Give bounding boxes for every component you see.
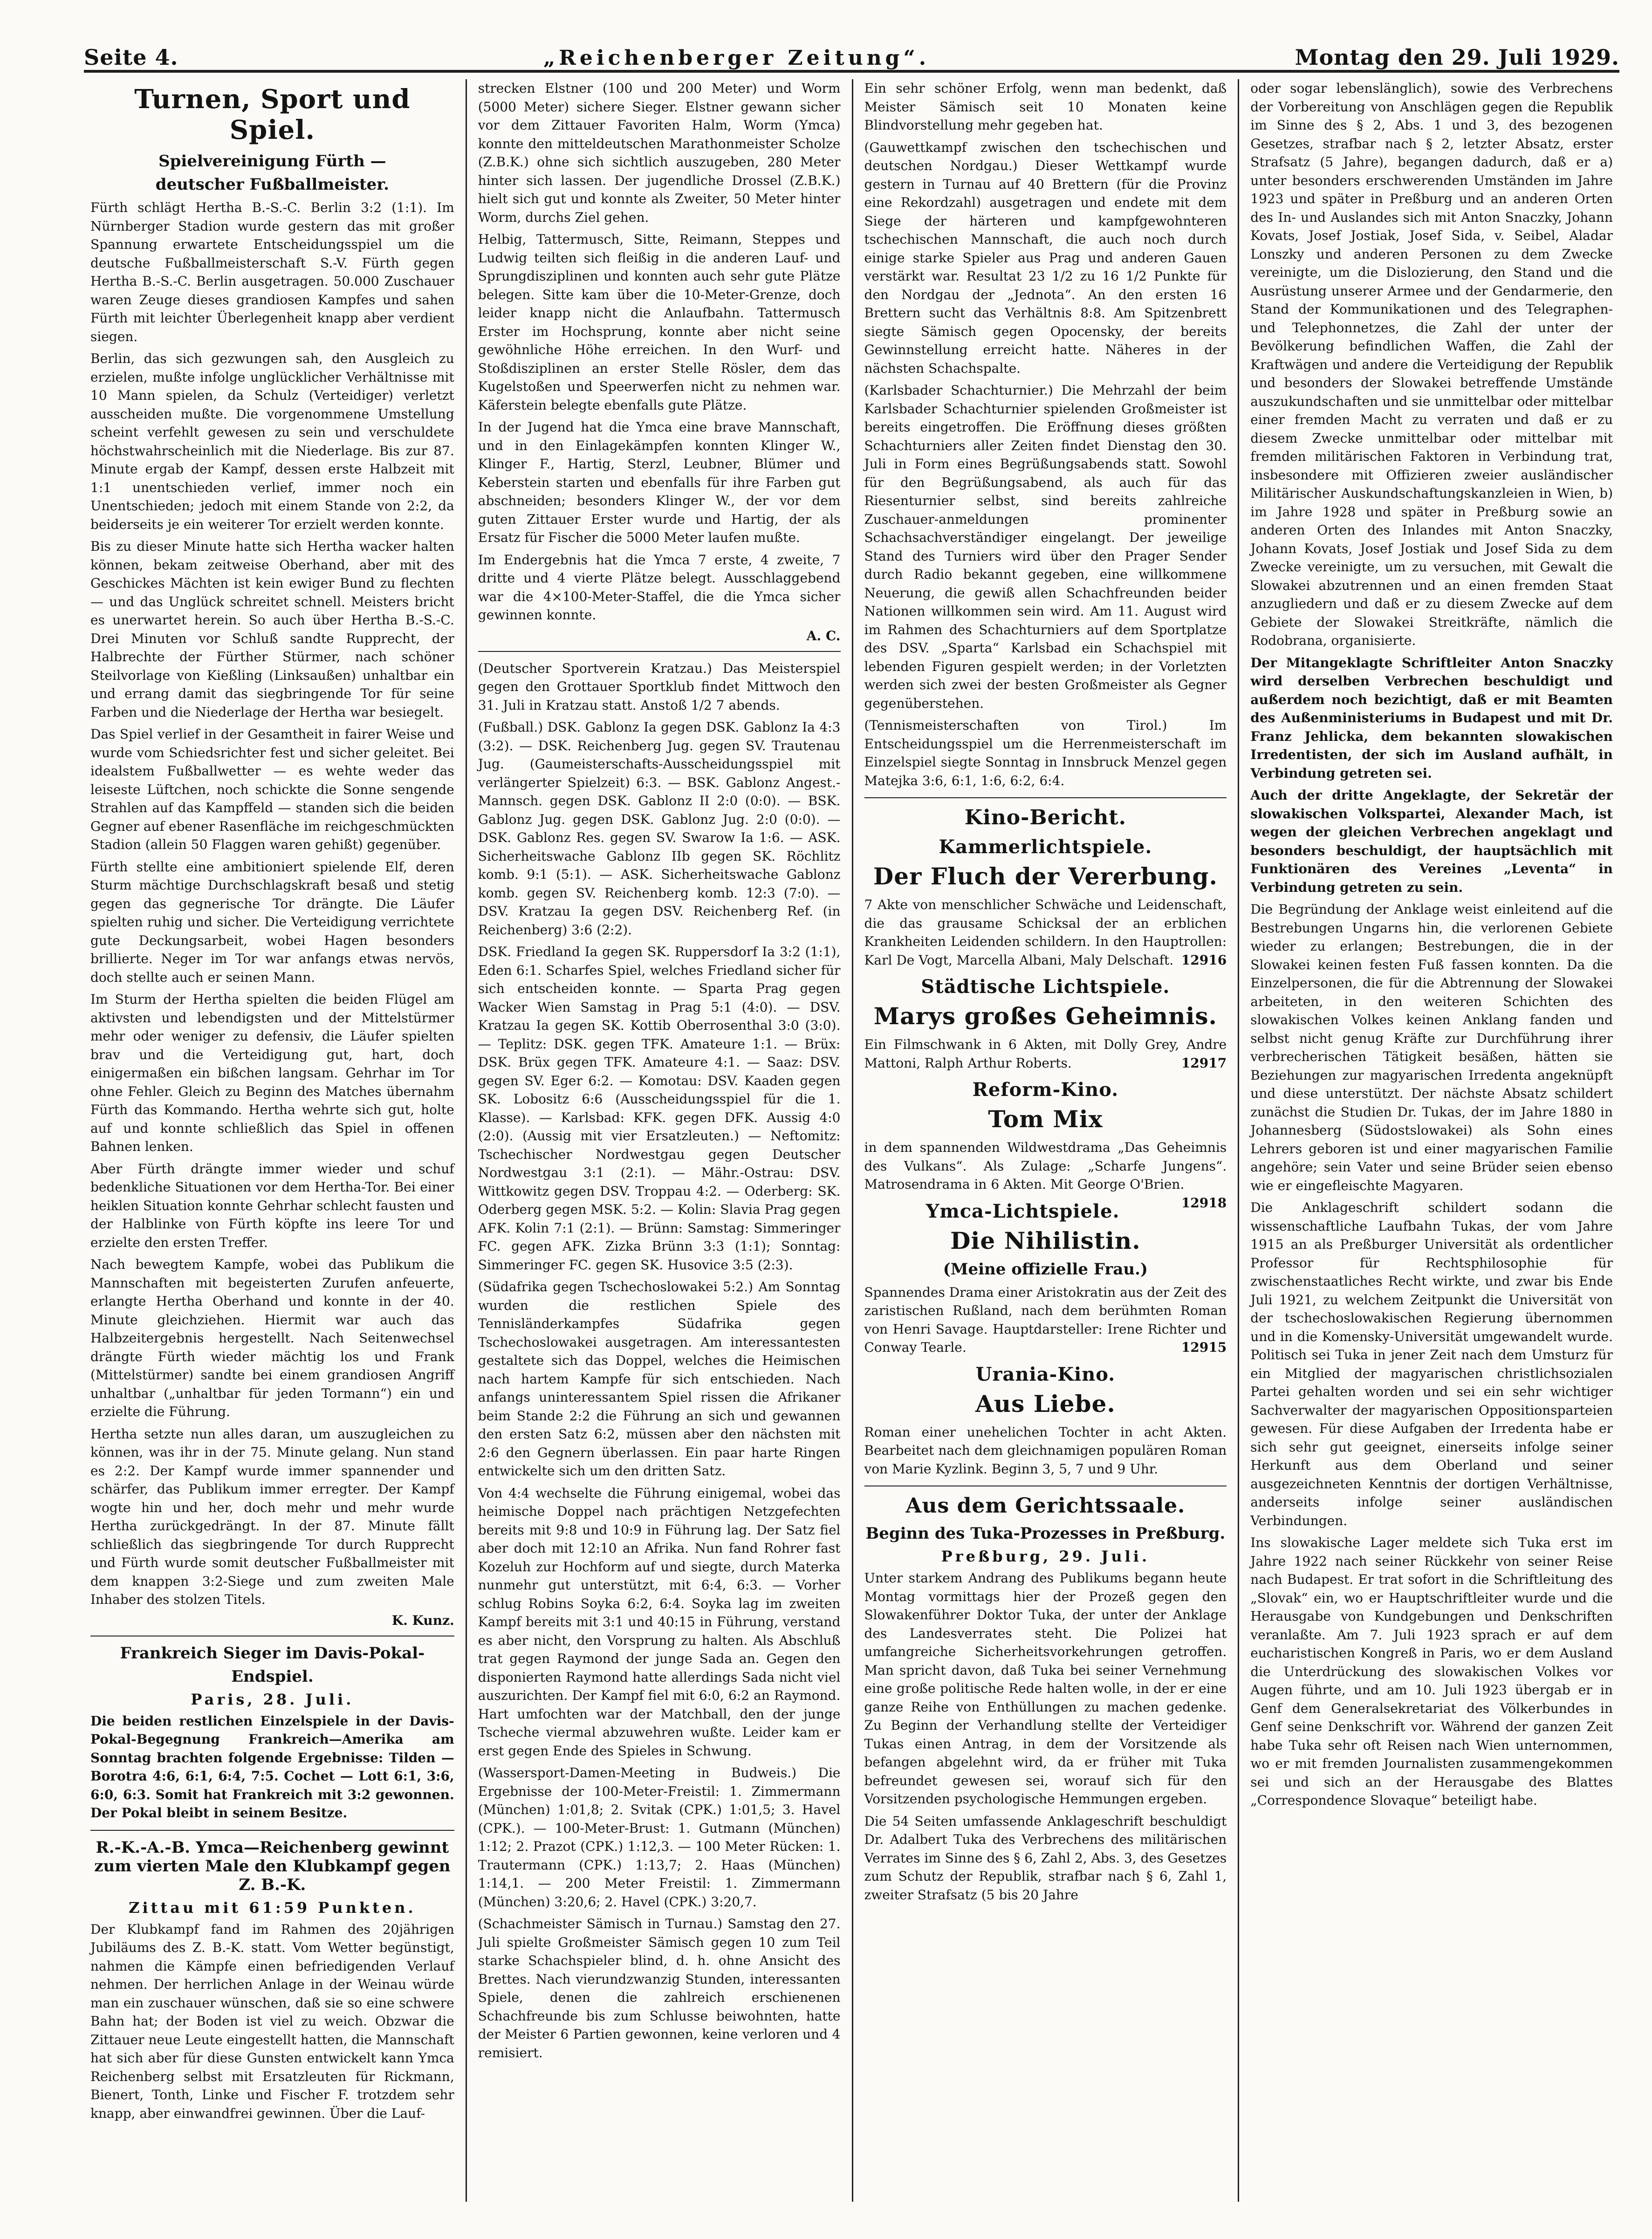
article-paragraph: Auch der dritte Angeklagte, der Sekretär der slowakischen Volkspartei, Alexander Mach, ist wegen der gleichen Verbrechen angeklagt und besonders beschuldigt, der hauptsächlich mit Funktionären des Vereines „Leventa“ in Verbindung getreten zu sein. bbox=[1250, 787, 1613, 895]
article-paragraph: Helbig, Tattermusch, Sitte, Reimann, Steppes und Ludwig teilten sich fleißig in die anderen Lauf- und Sprungdisziplinen und konnten auch sehr gute Plätze belegen. Sitte kam über die 10-Meter-Grenze, doch leider knapp nicht die Anlaufbahn. Tattermusch Erster im Hochsprung, konnte aber nicht seine gewöhnliche Höhe erreichen. In den Wurf- und Stoßdisziplinen an erster Stelle Rösler, dem das Kugelstoßen und Speerwerfen nicht zu nehmen war. Käferstein belegte ebenfalls gute Plätze. bbox=[478, 232, 841, 413]
dateline: Preßburg, 29. Juli. bbox=[941, 1547, 1150, 1565]
article-paragraph: strecken Elstner (100 und 200 Meter) und Worm (5000 Meter) sichere Sieger. Elstner gewann sicher vor dem Zittauer Favoriten Halm, Worm (Ymca) konnte den mitteldeutschen Marathonmeister Scholze (Z.B.K.) ohne sich sichtlich auszugeben, 280 Meter hinter sich lassen. Der jugendliche Drossel (Z.B.K.) hielt sich gut und konnte als Zweiter, 50 Meter hinter Worm, durchs Ziel gehen. bbox=[478, 81, 841, 225]
film-title: Aus Liebe. bbox=[975, 1390, 1116, 1417]
article-paragraph: Nach bewegtem Kampfe, wobei das Publikum die Mannschaften mit begeisterten Zurufen anfeuerte, erlangte Hertha Oberhand und konnte in der 40. Minute gleichziehen. Hiermit war auch das Halbzeitergebnis hergestellt. Nach Seitenwechsel drängte Fürth wieder mächtig los und Frank (Mittelstürmer) sandte bei einem grandiosen Angriff unhaltbar („unhaltbar für jeden Tormann“) ein und erzielte die Führung. bbox=[90, 1257, 454, 1419]
news-item: (Deutscher Sportverein Kratzau.) Das Meisterspiel gegen den Grottauer Sportklub findet Mittwoch den 31. Juli in Kratzau statt. Anstoß 1/2 7 abends. bbox=[478, 660, 841, 713]
author-signature: A. C. bbox=[806, 628, 841, 644]
film-description: Roman einer unehelichen Tochter in acht Akten. Bearbeitet nach dem gleichnamigen populären Roman von Marie Kyzlink. Beginn 3, 5, 7 und 9 Uhr. bbox=[864, 1424, 1227, 1477]
author-signature: K. Kunz. bbox=[391, 1612, 454, 1628]
article-paragraph: Die 54 Seiten umfassende Anklageschrift beschuldigt Dr. Adalbert Tuka des Verbrechens des militärischen Verrates im Sinne des § 6, Zahl 2, Abs. 3, des Gesetzes zum Schutz der Republik, strafbar nach § 6, Zahl 1, zweiter Strafsatz (5 bis 20 Jahre bbox=[864, 1813, 1227, 1903]
article-headline: R.-K.-A.-B. Ymca—Reichenberg gewinnt zum vierten Male den Klubkampf gegen Z. B.-K. bbox=[94, 1838, 451, 1894]
article-paragraph: Hertha setzte nun alles daran, um auszugleichen zu können, was ihr in der 75. Minute gelang. Nun stand es 2:2. Der Kampf wurde immer spannender und schärfer, das Publikum immer erregter. Der Kampf wogte hin und her, doch mehr und mehr wurde Hertha zurückgedrängt. In der 87. Minute fällt schließlich das siegbringende Tor durch Rupprecht und Fürth wurde somit deutscher Fußballmeister mit dem knappen 3:2-Siege und zum zweiten Male Inhaber des stolzen Titels. bbox=[90, 1426, 454, 1607]
article-paragraph: Der Klubkampf fand im Rahmen des 20jährigen Jubiläums des Z. B.-K. statt. Vom Wetter begünstigt, nahmen die Kämpfe einen befriedigenden Verlauf nehmen. Der herrlichen Anlage in der Weinau würde man ein zuschauer wünschen, daß sie so eine schwere Bahn hat; der Boden ist viel zu weich. Obzwar die Zittauer neue Leute eingestellt hatten, die Mannschaft hat sich aber für diese Gunsten entwickelt kann Ymca Reichenberg selbst mit Ersatzleuten für Rickmann, Bienert, Tonth, Linke und Fischer F. trotzdem sehr knapp, aber einwandfrei gewinnen. Über die Lauf- bbox=[90, 1921, 454, 2121]
column-3 bbox=[852, 79, 1238, 2202]
article-subheadline: Zittau mit 61:59 Punkten. bbox=[129, 1898, 416, 1917]
article-paragraph: Die Anklageschrift schildert sodann die wissenschaftliche Laufbahn Tukas, der vom Jahre 1915 an als Preßburger Universität als ordentlicher Professor für Rechtsphilosophie für zwischenstaatliches Recht wirkte, und zwar bis Ende Juli 1921, zu welchem Zeitpunkt die Universität von der tschechoslowakischen Regierung übernommen und in die Komensky-Universität umgewandelt wurde. Politisch sei Tuka in jener Zeit nach dem Umsturz für ein Mitglied der magyarischen christlichsozialen Partei gehalten worden und sei ein sehr wichtiger Sachverwalter der magyarischen Oppositionsparteien gewesen. Für diese Aufgaben der Irredenta habe er sich sehr gut geeignet, einerseits infolge seiner Herkunft aus dem Oberland und seiner ausgezeichneten Kenntnis der dortigen Verhältnisse, anderseits infolge seiner ausländischen Verbindungen. bbox=[1250, 1200, 1613, 1528]
article-paragraph: Aber Fürth drängte immer wieder und schuf bedenkliche Situationen vor dem Hertha-Tor. Bei einer heiklen Situation konnte Gehrhar schlecht fausten und der Halblinke von Fürth köpfte ins leere Tor und erzielte den ersten Treffer. bbox=[90, 1161, 454, 1250]
news-item: DSK. Friedland Ia gegen SK. Ruppersdorf Ia 3:2 (1:1), Eden 6:1. Scharfes Spiel, welches Friedland sicher für sich entscheiden konnte. — Sparta Prag gegen Wacker Wien Samstag in Prag 5:1 (4:0). — DSV. Kratzau Ia gegen SK. Kottib Oberrosenthal 3:0 (3:0). — Teplitz: DSK. gegen TFK. Amateure 1:1. — Brüx: DSK. Brüx gegen TFK. Amateure 4:1. — Saaz: DSV. gegen SV. Eger 6:2. — Komotau: DSV. Kaaden gegen SK. Lobositz 6:6 (Ausscheidungsspiel für die 1. Klasse). — Karlsbad: KFK. gegen DFK. Aussig 4:0 (2:0). (Aussig mit vier Ersatzleuten.) — Neftomitz: Tschechischer Nordwestgau gegen Deutscher Nordwestgau 3:1 (2:1). — Mähr.-Ostrau: DSV. Wittkowitz gegen DSV. Troppau 4:2. — Oderberg: SK. Oderberg gegen MSK. 5:2. — Kolin: Slavia Prag gegen AFK. Kolin 7:1 (2:1). — Brünn: Samstag: Simmeringer FC. gegen AFK. Zizka Brünn 3:3 (1:1); Sonntag: Simmeringer FC. gegen SK. Husovice 3:5 (2:3). bbox=[478, 944, 841, 1273]
article-headline: Spielvereinigung Fürth — bbox=[158, 152, 386, 171]
ad-number: 12916 bbox=[1181, 952, 1227, 968]
ad-number: 12915 bbox=[1181, 1340, 1227, 1355]
article-paragraph: Berlin, das sich gezwungen sah, den Ausgleich zu erzielen, mußte infolge unglücklicher Verhältnisse mit 10 Mann spielen, da Schulz (Verteidiger) verletzt ausscheiden mußte. Die vorgenommene Umstellung scheint verfehlt gewesen zu sein und verschuldete höchstwahrscheinlich mit die Niederlage. Bis zur 87. Minute ergab der Kampf, dessen erste Halbzeit mit 1:1 unentschieden verlief, immer noch ein Unentschieden; jedoch mit einem Stande von 2:2, da beiderseits je ein weiterer Tor erzielt werden konnte. bbox=[90, 351, 454, 532]
divider bbox=[90, 1830, 454, 1831]
news-item: (Schachmeister Sämisch in Turnau.) Samstag den 27. Juli spielte Großmeister Sämisch gegen 10 zum Teil starke Schachspieler blind, d. h. ohne Ansicht des Brettes. Nach vierundzwanzig Stunden, interessanten Spiele, denen die zahlreich erschienenen Schachfreunde bis zum Schlusse beiwohnten, hatte der Meister 6 Partien gewonnen, keine verloren und 4 remisiert. bbox=[478, 1916, 841, 2061]
section-title: Turnen, Sport und Spiel. bbox=[134, 84, 411, 145]
article-paragraph: Das Spiel verlief in der Gesamtheit in fairer Weise und wurde vom Schiedsrichter fest und sicher geleitet. Bei idealstem Fußballwetter — es wehte weder das leiseste Lüftchen, noch schickte die Sonne sengende Strahlen auf das Kampffeld — standen sich die beiden Gegner auf ebener Rasenfläche im reichgeschmückten Stadion (allein 50 Flaggen waren gehißt) gegenüber. bbox=[90, 726, 454, 852]
film-description: in dem spannenden Wildwestdrama „Das Geheimnis des Vulkans“. Als Zulage: „Scharfe Jungens“. Matrosendrama in 6 Akten. Mit George O'Brien. 12918 bbox=[864, 1138, 1227, 1194]
news-item: (Wassersport-Damen-Meeting in Budweis.) Die Ergebnisse der 100-Meter-Freistil: 1. Zimmermann (München) 1:01,8; 2. Svitak (CPK.) 1:01,5; 3. Havel (CPK.). — 100-Meter-Brust: 1. Gutmann (München) 1:12; 2. Prazot (CPK.) 1:12,3. — 100 Meter Rücken: 1. Trautermann (CPK.) 1:13,7; 2. Haas (München) 1:14,1. — 200 Meter Freistil: 1. Zimmermann (München) 3:20,6; 2. Havel (CPK.) 3:20,7. bbox=[478, 1765, 841, 1910]
divider bbox=[478, 651, 841, 652]
cinema-venue: Ymca-Lichtspiele. bbox=[925, 1200, 1120, 1222]
news-item: (Tennismeisterschaften von Tirol.) Im Entscheidungsspiel um die Herrenmeisterschaft im Einzelspiel siegte Sonntag in Innsbruck Menzel gegen Matejka 3:6, 6:1, 1:6, 6:2, 6:4. bbox=[864, 718, 1227, 788]
issue-date: Montag den 29. Juli 1929. bbox=[1295, 45, 1619, 70]
news-item: (Südafrika gegen Tschechoslowakei 5:2.) Am Sonntag wurden die restlichen Spiele des Tennisländerkampfes Südafrika gegen Tschechoslowakei ausgetragen. Am interessantesten gestaltete sich das Doppel, welches die Heimischen nach hartem Kampfe für sich entschieden. Nach anfangs uninteressantem Spiel rissen die Afrikaner beim Stande 2:2 die Führung an sich und gewannen den ersten Satz 6:2, müssen aber den nächsten mit 2:6 den Gegnern überlassen. Ein paar harte Ringen entwickelte sich um den dritten Satz. bbox=[478, 1279, 841, 1479]
article-paragraph: Die Begründung der Anklage weist einleitend auf die Bestrebungen Ungarns hin, die verlorenen Gebiete wieder zu erlangen; Bestrebungen, die in der Slowakei keinen festen Fuß fassen konnten. Da die Einzelpersonen, die für die Abtrennung der Slowakei arbeiteten, in den weiteren Schichten des slowakischen Volkes keinen Anklang fanden und selbst nicht genug Kräfte zur Durchführung ihrer verbrecherischen Tätigkeit besäßen, hätten sie Beziehungen zur magyarischen Irredenta angeknüpft und diese unterstützt. Der nächste Absatz schildert zunächst die Studien Dr. Tukas, der im Jahre 1880 in Johannesberg (Südostslowakei) als Sohn eines Lehrers geboren ist und einer magyarischen Familie angehöre; sein Vater und seine Brüder seien ebenso wie er eingefleischte Magyaren. bbox=[1250, 902, 1613, 1193]
article-paragraph: Im Sturm der Hertha spielten die beiden Flügel am aktivsten und lebendigsten und der Mittelstürmer mehr oder weniger zu defensiv, die Läufer spielten brav und die Verteidigung gut, hart, doch einigermaßen ein bißchen langsam. Gehrhar im Tor ohne Fehler. Gleich zu Beginn des Matches übernahm Fürth das Kommando. Hertha wehrte sich gut, holte auf und konnte schließlich das Spiel in offenen Bahnen lenken. bbox=[90, 992, 454, 1154]
article-headline-cont: deutscher Fußballmeister. bbox=[155, 175, 389, 194]
cinema-venue: Kammerlichtspiele. bbox=[939, 836, 1152, 858]
film-title: Der Fluch der Vererbung. bbox=[873, 863, 1218, 890]
film-title: Marys großes Geheimnis. bbox=[873, 1002, 1217, 1030]
cinema-venue: Urania-Kino. bbox=[975, 1363, 1116, 1385]
page-number: Seite 4. bbox=[84, 45, 178, 70]
article-headline-cont: Endspiel. bbox=[231, 1667, 314, 1686]
news-item: Von 4:4 wechselte die Führung einigemal, wobei das heimische Doppel nach prächtigen Netzgefechten bereits mit 9:8 und 10:9 in Führung lag. Der Satz fiel aber doch mit 12:10 an Afrika. Nun fand Rohrer fast Kozeluh zur Hochform auf und siegte, durch Materka nunmehr gut unterstützt, mit 6:4, 6:3. — Vorher schlug Robins Soyka 6:2, 6:4. Soyka lag im zweiten Kampf bereits mit 3:1 und 40:15 in Führung, verstand es aber nicht, den Vorsprung zu halten. Als Abschluß trat gegen Raymond der junge Sada an. Gegen den disponierten Raymond hatte allerdings Sada nicht viel auszurichten. Der Kampf fiel mit 6:0, 6:2 an Raymond. Hart umfochten war der Matchball, den der junge Tscheche viermal abzuwehren wußte. Leider kam er erst gegen Ende des Spieles in Schwung. bbox=[478, 1485, 841, 1759]
ad-number: 12917 bbox=[1181, 1055, 1227, 1071]
column-4 bbox=[1238, 79, 1624, 2202]
page-header bbox=[84, 19, 1619, 73]
film-description: 7 Akte von menschlicher Schwäche und Leidenschaft, die das grausame Schicksal der an erblichen Krankheiten Leidenden schildern. In den Hauptrollen: Karl De Vogt, Marcella Albani, Maly Delschaft. 12916 bbox=[864, 896, 1227, 969]
cinema-section-title: Kino-Bericht. bbox=[964, 806, 1126, 829]
article-paragraph: Im Endergebnis hat die Ymca 7 erste, 4 zweite, 7 dritte und 4 vierte Plätze belegt. Ausschlaggebend war die 4×100-Meter-Staffel, die die Ymca sicher gewinnen konnte. bbox=[478, 552, 841, 623]
cinema-venue: Reform-Kino. bbox=[972, 1079, 1119, 1101]
article-paragraph: Der Mitangeklagte Schriftleiter Anton Snaczky wird derselben Verbrechen beschuldigt und außerdem noch bezichtigt, daß er mit Beamten des Außenministeriums in Budapest und mit Dr. Franz Jehlicka, dem bekannten slowakischen Irredentisten, der sich im Ausland aufhält, in Verbindung getreten sei. bbox=[1250, 655, 1613, 781]
cinema-venue: Städtische Lichtspiele. bbox=[921, 976, 1170, 998]
film-description: Ein Filmschwank in 6 Akten, mit Dolly Grey, Andre Mattoni, Ralph Arthur Roberts. 12917 bbox=[864, 1035, 1227, 1072]
article-paragraph: In der Jugend hat die Ymca eine brave Mannschaft, und in den Einlagekämpfen konnten Klinger W., Klinger F., Hartig, Sterzl, Leubner, Blümer und Keberstein starten und ebenfalls für ihre Farben gut abschneiden; besonders Klinger W., der vor dem guten Zittauer Erster wurde und Hartig, der als Ersatz für Fischer die 5000 Meter laufen mußte. bbox=[478, 419, 841, 545]
article-paragraph: oder sogar lebenslänglich), sowie des Verbrechens der Vorbereitung von Anschlägen gegen die Republik im Sinne des § 2, Abs. 1 und 3, des bezogenen Gesetzes, strafbar nach § 2, letzter Absatz, erster Strafsatz (5 Jahre), begangen dadurch, daß er a) unter besonders erschwerenden Umständen im Jahre 1923 und später in Preßburg und an anderen Orten des In- und Auslandes sich mit Anton Snaczky, Johann Kovats, Josef Jostiak, Josef Sida, v. Seibel, Aladar Lonszky und anderen Personen zu dem Zwecke vereinigte, um die Dislozierung, den Stand und die Ausrüstung unserer Armee und der Gendarmerie, den Stand der Kommunikationen und des Telegraphen- und Telephonnetzes, die Zahl der unter der Bevölkerung befindlichen Waffen, die Zahl der Kraftwägen und andere die Verteidigung der Republik und besonders der Slowakei betreffende Umstände auszukundschaften und sie unmittelbar oder mittelbar einer fremden Macht zu verraten und daß er zu diesem Zwecke unmittelbar oder mittelbar mit fremden militärischen Faktoren in Verbindung trat, insbesondere mit Offizieren zweier ausländischer Militärischer Auskundschaftungskanzleien in Wien, b) im Jahre 1928 und später in Preßburg sowie an anderen Orten des Inlandes mit Anton Snaczky, Johann Kovats, Josef Jostiak und Josef Sida zu dem Zwecke vereinigte, um zu versuchen, mit Gewalt die Slowakei abzutrennen und an einen fremden Staat anzugliedern und daß er zu diesem Zwecke auf dem Gebiete der Slowakei Streitkräfte, nämlich die Rodobrana, organisierte. bbox=[1250, 81, 1613, 648]
article-paragraph: Fürth schlägt Hertha B.-S.-C. Berlin 3:2 (1:1). Im Nürnberger Stadion wurde gestern das mit großer Spannung erwartete Entscheidungsspiel um die deutsche Fußballmeisterschaft S.-V. Fürth gegen Hertha B.-S.-C. Berlin ausgetragen. 50.000 Zuschauer waren Zeuge dieses grandiosen Kampfes und sahen Fürth mit leichter Überlegenheit knapp aber verdient siegen. bbox=[90, 200, 454, 344]
film-description: Spannendes Drama einer Aristokratin aus der Zeit des zaristischen Rußland, nach dem berühmten Roman von Henri Savage. Hauptdarsteller: Irene Richter und Conway Tearle. 12915 bbox=[864, 1283, 1227, 1357]
article-paragraph: Fürth stellte eine ambitioniert spielende Elf, deren Sturm mächtige Durchschlagskraft besaß und stetig gegen das gegnerische Tor drängte. Die Läufer spielten ruhig und sicher. Die Verteidigung verrichtete gute Deckungsarbeit, wobei Hagen besonders brillierte. Neger im Tor war anfangs etwas nervös, doch stellte auch er seinen Mann. bbox=[90, 859, 454, 985]
article-headline: Beginn des Tuka-Prozesses in Preßburg. bbox=[865, 1524, 1226, 1543]
dateline: Paris, 28. Juli. bbox=[191, 1690, 354, 1708]
columns bbox=[79, 79, 1624, 2202]
column-1 bbox=[79, 79, 466, 2202]
news-item: Ein sehr schöner Erfolg, wenn man bedenkt, daß Meister Sämisch seit 10 Monaten keine Blindvorstellung mehr gegeben hat. bbox=[864, 81, 1227, 133]
court-section-title: Aus dem Gerichtssaale. bbox=[905, 1494, 1186, 1518]
divider bbox=[864, 797, 1227, 798]
ad-number: 12918 bbox=[1181, 1195, 1227, 1211]
article-headline: Frankreich Sieger im Davis-Pokal- bbox=[120, 1643, 425, 1663]
column-2 bbox=[466, 79, 852, 2202]
article-paragraph: Die beiden restlichen Einzelspiele in der Davis-Pokal-Begegnung Frankreich—Amerika am Sonntag brachten folgende Ergebnisse: Tilden — Borotra 4:6, 6:1, 6:4, 7:5. Cochet — Lott 6:1, 3:6, 6:0, 6:3. Somit hat Frankreich mit 3:2 gewonnen. Der Pokal bleibt in seinem Besitze. bbox=[90, 1713, 454, 1821]
article-paragraph: Unter starkem Andrang des Publikums begann heute Montag vormittags hier der Prozeß gegen den Slowakenführer Doktor Tuka, der unter der Anklage des Landesverrates steht. Die Polizei hat umfangreiche Sicherheitsvorkehrungen getroffen. Man spricht davon, daß Tuka bei seiner Vernehmung eine große politische Rede halten wolle, in der er eine ganze Reihe von Enthüllungen zu machen gedenke. Zu Beginn der Verhandlung stellte der Verteidiger Tukas einen Antrag, in dem der Vorsitzende als befangen abgelehnt wird, da er früher mit Tuka befreundet gewesen sei, worauf sich für den Vorsitzenden psychologische Hemmungen ergeben. bbox=[864, 1570, 1227, 1807]
film-subtitle: (Meine offizielle Frau.) bbox=[943, 1260, 1148, 1279]
news-item: (Fußball.) DSK. Gablonz Ia gegen DSK. Gablonz Ia 4:3 (3:2). — DSK. Reichenberg Jug. gegen SV. Trautenau Jug. (Gaumeisterschafts-Ausscheidungsspiel mit verlängerter Spielzeit) 6:3. — BSK. Gablonz Angest.-Mannsch. gegen DSK. Gablonz II 2:0 (0:0). — BSK. Gablonz Jug. gegen DSK. Gablonz Jug. 2:0 (0:0). — DSK. Gablonz Res. gegen SV. Swarow Ia 1:6. — ASK. Sicherheitswache Gablonz IIb gegen SK. Röchlitz komb. 9:1 (5:1). — ASK. Sicherheitswache Gablonz komb. gegen SV. Reichenberg komb. 12:3 (7:0). — DSV. Kratzau Ia gegen DSV. Reichenberg Ref. (in Reichenberg) 3:6 (2:2). bbox=[478, 719, 841, 938]
news-item: (Karlsbader Schachturnier.) Die Mehrzahl der beim Karlsbader Schachturnier spielenden Großmeister ist bereits eingetroffen. Die Eröffnung dieses größten Schachturniers aller Zeiten findet Dienstag den 30. Juli in Form eines Begrüßungsabends statt. Sowohl für den Begrüßungsabend, als auch für das Riesenturnier selbst, sind bereits zahlreiche Zuschauer-anmeldungen prominenter Schachsachverständiger eingelangt. Der jeweilige Stand des Turniers wird über den Prager Sender durch Radio bekannt gegeben, eine willkommene Neuerung, die gewiß allen Schachfreunden beider Nationen willkommen sein wird. Am 11. August wird im Rahmen des Schachturniers auf dem Sportplatze des DSV. „Sparta“ Karlsbad ein Schachspiel mit lebenden Figuren gespielt werden; in der Vorletzten werden sich zwei der besten Großmeister als Gegner gegenüberstehen. bbox=[864, 383, 1227, 711]
article-paragraph: Bis zu dieser Minute hatte sich Hertha wacker halten können, bekam zeitweise Oberhand, aber mit des Geschickes Mächten ist kein ewiger Bund zu flechten — und das Unglück schreitet schnell. Meisters bricht es unerwartet herein. So auch über Hertha B.-S.-C. Drei Minuten vor Schluß sandte Rupprecht, der Halbrechte der Fürther Stürmer, nach schöner Steilvorlage von Kießling (Linksaußen) unhaltbar ein und errang damit das siegbringende Tor für seine Farben und die Niederlage der Hertha war besiegelt. bbox=[90, 539, 454, 720]
news-item: (Gauwettkampf zwischen den tschechischen und deutschen Nordgau.) Dieser Wettkampf wurde gestern in Turnau auf 40 Brettern (für die Provinz eine Rekordzahl) ausgetragen und endete mit dem Siege der härteren und kampfgewohnteren tschechischen Mannschaft, die auch noch durch einige starke Spieler aus Prag und anderen Gauen verstärkt war. Resultat 23 1/2 zu 16 1/2 Punkte für den Nordgau der „Jednota“. An den ersten 16 Brettern sucht das Verhältnis 8:8. Am Spitzenbrett siegte Sämisch gegen Opocensky, der bereits Gewinnstellung erreicht hatte. Näheres in der nächsten Schachspalte. bbox=[864, 139, 1227, 376]
film-title: Tom Mix bbox=[988, 1105, 1103, 1133]
film-title: Die Nihilistin. bbox=[950, 1226, 1141, 1254]
masthead: „Reichenberger Zeitung“. bbox=[543, 46, 930, 70]
article-paragraph: Ins slowakische Lager meldete sich Tuka erst im Jahre 1922 nach seiner Rückkehr von seiner Reise nach Budapest. Er trat sofort in die Schriftleitung des „Slovak“ ein, wo er Hauptschriftleiter wurde und die Herausgabe von Kundgebungen und Denkschriften veranlaßte. Am 7. Juli 1923 sprach er auf dem eucharistischen Kongreß in Paris, wo er dem Ausland die Unterdrückung des slowakischen Volkes vor Augen führte, und am 10. Juli 1923 übergab er in Genf dem Generalsekretariat des Völkerbundes in Genf seine Denkschrift vor. Während der ganzen Zeit habe Tuka sehr oft Reisen nach Wien unternommen, wo er mit fremden Journalisten zusammengekommen sei und sich an der Herausgabe des Blattes „Correspondence Slovaque“ beteiligt habe. bbox=[1250, 1535, 1613, 1808]
